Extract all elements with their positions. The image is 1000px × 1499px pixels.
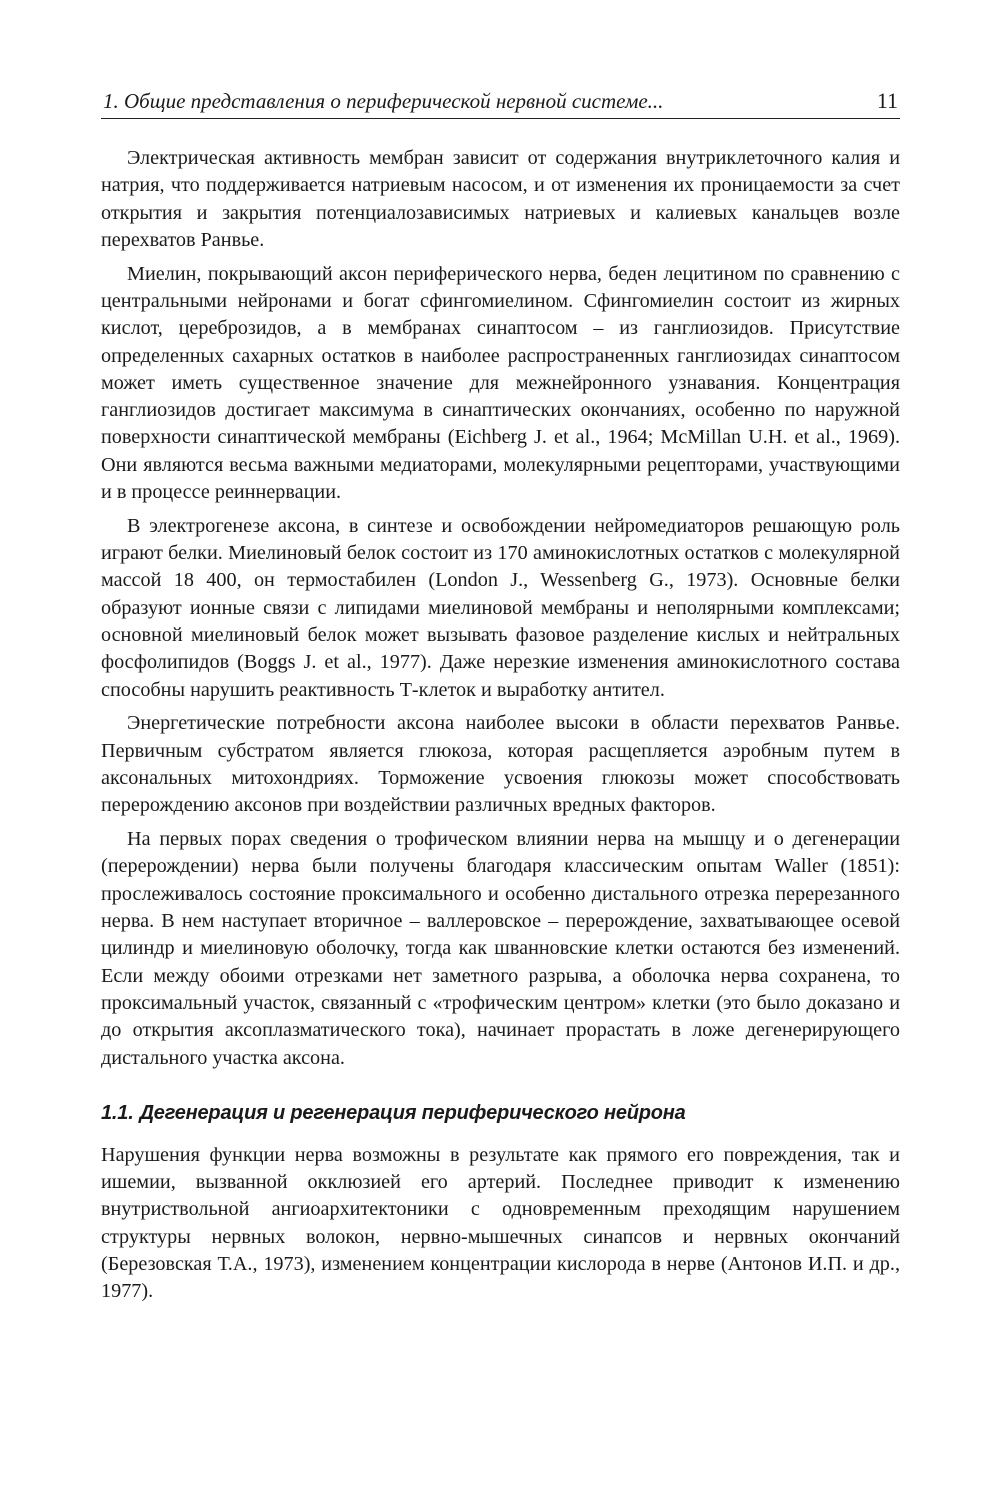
paragraph: Миелин, покрывающий аксон периферического нерва, беден лецитином по сравнению с центральными нейронами и богат сфингомиелином. Сфингомиелин состоит из жирных кислот, цереброзидов, а в мембранах синаптосом – из ганглиозидов. Присутствие определенных сахарных остатков в наиболее распространенных ганглиозидах синаптосом может иметь существенное значение для межнейронного узнавания. Концентрация ганглиозидов достигает максимума в синаптических окончаниях, особенно по наружной поверхности синаптической мембраны (Eichberg J. et al., 1964; McMillan U.H. et al., 1969). Они являются весьма важными медиаторами, молекулярными рецепторами, участвующими и в процессе реиннервации.	[101, 262, 900, 504]
chapter-title: 1. Общие представления о периферической нервной системе...	[103, 89, 664, 113]
book-page	[101, 86, 900, 1312]
section-heading	[101, 1100, 900, 1126]
section-number: 1.1.	[101, 1101, 134, 1124]
paragraph: Энергетические потребности аксона наиболее высоки в области перехватов Ранвье. Первичным субстратом является глюкоза, которая расщепляется аэробным путем в аксональных митохондриях. Торможение усвоения глюкозы может способствовать перерождению аксонов при воздействии различных вредных факторов.	[101, 712, 900, 817]
section-title: Дегенерация и регенерация периферического нейрона	[139, 1101, 686, 1124]
paragraph: Электрическая активность мембран зависит от содержания внутриклеточного калия и натрия, что поддерживается натриевым насосом, и от изменения их проницаемости за счет открытия и закрытия потенциалозависимых натриевых и калиевых канальцев возле перехватов Ранвье.	[101, 147, 900, 251]
running-header	[101, 86, 900, 119]
paragraph: В электрогенезе аксона, в синтезе и освобождении нейромедиаторов решающую роль играют белки. Миелиновый белок состоит из 170 аминокислотных остатков с молекулярной массой 18 400, он термостабилен (London J., Wessenberg G., 1973). Основные белки образуют ионные связи с липидами миелиновой мембраны и неполярными комплексами; основной миелиновый белок может вызывать фазовое разделение кислых и нейтральных фосфолипидов (Boggs J. et al., 1977). Даже нерезкие изменения аминокислотного состава способны нарушить реактивность Т-клеток и выработку антител.	[101, 514, 900, 701]
page-number: 11	[876, 88, 898, 113]
main-text	[101, 145, 900, 1306]
paragraph: Нарушения функции нерва возможны в результате как прямого его повреждения, так и ишемии, вызванной окклюзией его артерий. Последнее приводит к изменению внутриствольной ангиоархитектоники с одновременным преходящим нарушением структуры нервных волокон, нервно-мышечных синапсов и нервных окончаний (Березовская Т.А., 1973), изменением концентрации кислорода в нерве (Антонов И.П. и др., 1977).	[101, 1143, 900, 1303]
paragraph: На первых порах сведения о трофическом влиянии нерва на мышцу и о дегенерации (перерождении) нерва были получены благодаря классическим опытам Waller (1851): прослеживалось состояние проксимального и особенно дистального отрезка перерезанного нерва. В нем наступает вторичное – валлеровское – перерождение, захватывающее осевой цилиндр и миелиновую оболочку, тогда как шванновские клетки остаются без изменений. Если между обоими отрезками нет заметного разрыва, а оболочка нерва сохранена, то проксимальный участок, связанный с «трофическим центром» клетки (это было доказано и до открытия аксоплазматического тока), начинает прорастать в ложе дегенерирующего дистального участка аксона.	[101, 828, 900, 1069]
